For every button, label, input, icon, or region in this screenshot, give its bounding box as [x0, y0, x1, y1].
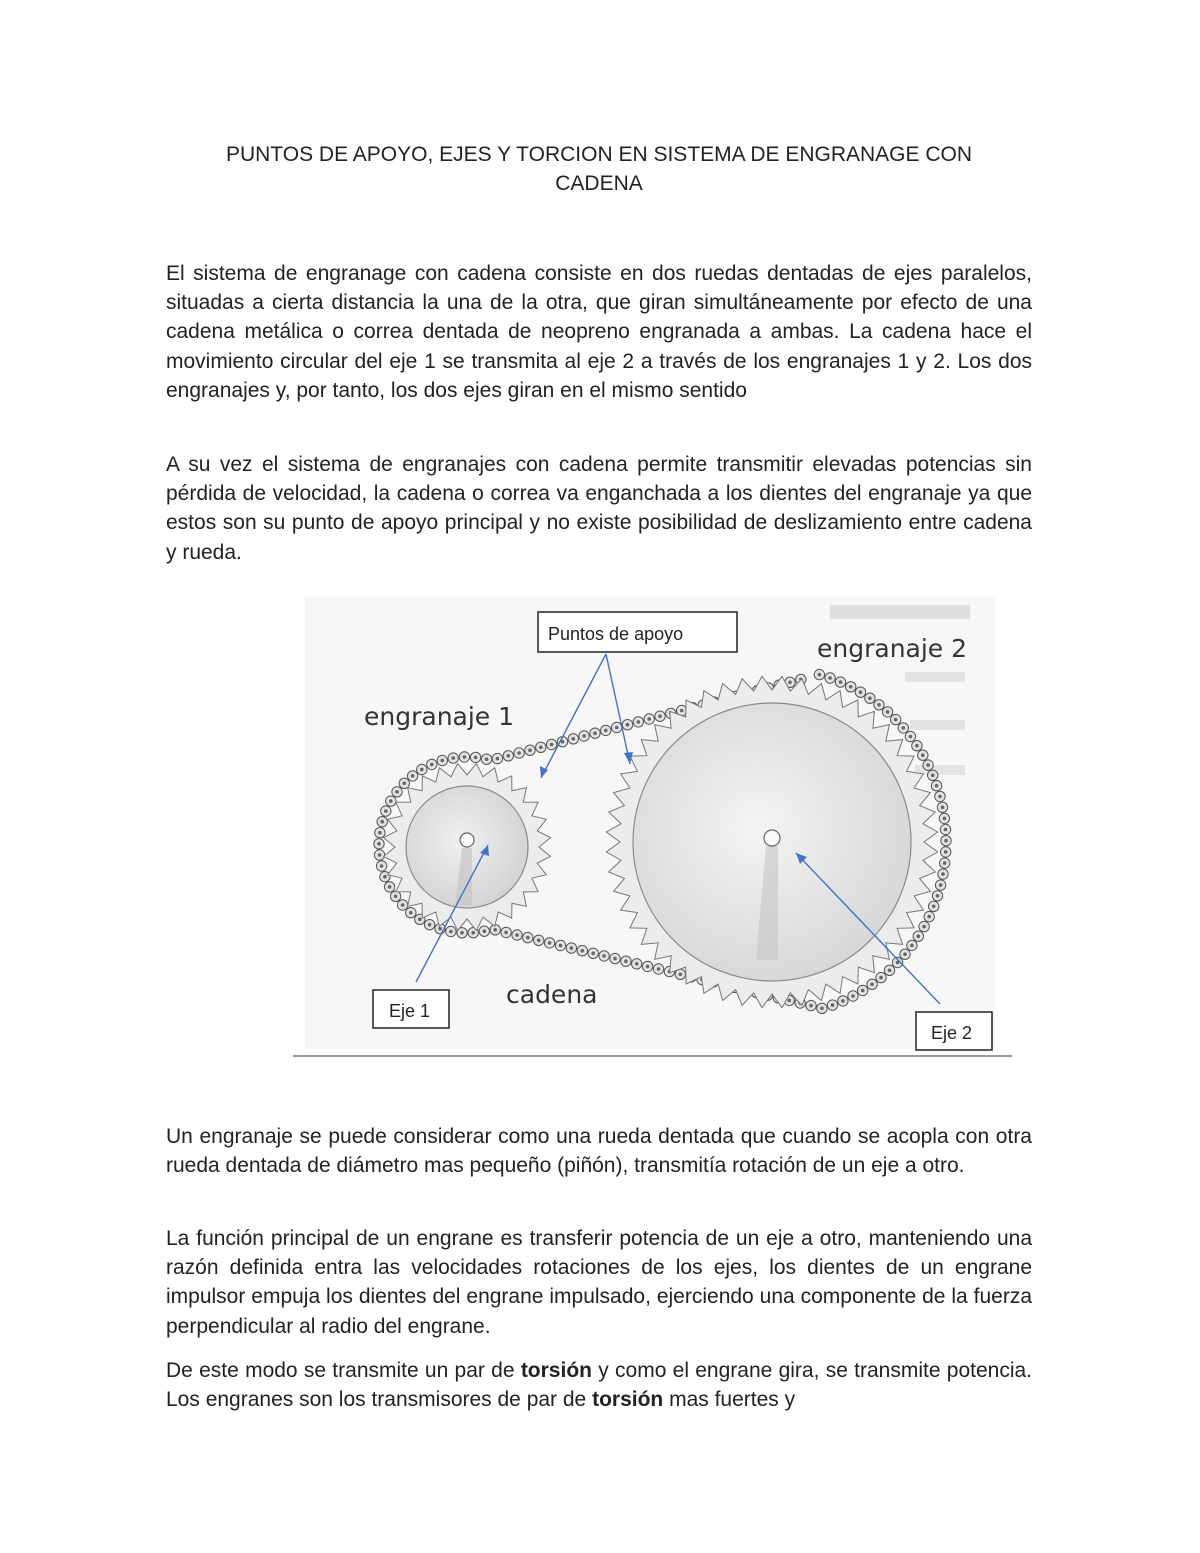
chain-pin	[380, 820, 384, 824]
chain-pin	[471, 931, 475, 935]
label-cadena: cadena	[506, 980, 598, 1009]
chain-pin	[941, 806, 945, 810]
chain-pin	[944, 828, 948, 832]
chain-pin	[507, 754, 511, 758]
p5-part-1: De este modo se transmite un par de	[166, 1359, 521, 1382]
chain-pin	[395, 790, 399, 794]
chain-pin	[922, 925, 926, 929]
chain-pin	[515, 933, 519, 937]
chain-pin	[604, 729, 608, 733]
chain-pin	[537, 939, 541, 943]
chain-pin	[943, 861, 947, 865]
chain-pin	[910, 944, 914, 948]
chain-pin	[902, 726, 906, 730]
chain-pin	[384, 809, 388, 813]
paragraph-1: El sistema de engranage con cadena consiste en dos ruedas dentadas de ejes paralelos, situadas a cierta distancia la una de la otra, que giran simultáneamente por efecto de una cadena metálica o correa dentada de neopreno engranada a ambas. La cadena hace el movimiento circular del eje 1 se transmita al eje 2 a través de los engranajes 1 y 2. Los dos engranajes y, por tanto, los dos ejes giran en el mismo sentido	[166, 262, 1032, 402]
chain-pin	[582, 734, 586, 738]
chain-pin	[886, 710, 890, 714]
chain-pin	[935, 784, 939, 788]
chain-pin	[378, 853, 382, 857]
chain-pin	[593, 731, 597, 735]
chain-pin	[504, 931, 508, 935]
chain-pin	[409, 911, 413, 915]
chain-pin	[418, 918, 422, 922]
chain-pin	[909, 735, 913, 739]
chain-pin	[420, 768, 424, 772]
shaft-2	[764, 830, 780, 846]
chain-pin	[378, 831, 382, 835]
chain-pin	[394, 895, 398, 899]
callout-puntos-text: Puntos de apoyo	[548, 624, 684, 644]
chain-pin	[483, 929, 487, 933]
paragraph-2: A su vez el sistema de engranajes con cadena permite transmitir elevadas potencias sin pérdida de velocidad, la cadena o correa va enganchada a los dientes del engranaje ya que estos son su punto de apoyo principal y no existe posibilidad de deslizamiento entre cadena y rueda.	[166, 453, 1032, 564]
chain-pin	[493, 928, 497, 932]
chain-pin	[658, 714, 662, 718]
chain-pin	[944, 850, 948, 854]
label-engranaje-1: engranaje 1	[364, 702, 515, 731]
chain-pin	[849, 685, 853, 689]
chain-pin	[820, 1007, 824, 1011]
chain-pin	[485, 757, 489, 761]
chain-pin	[637, 720, 641, 724]
chain-pin	[438, 927, 442, 931]
chain-pin	[903, 952, 907, 956]
chain-pin	[613, 957, 617, 961]
chain-pin	[377, 842, 381, 846]
chain-pin	[463, 755, 467, 759]
chain-pin	[679, 973, 683, 977]
chain-pin	[626, 723, 630, 727]
label-engranaje-2: engranaje 2	[817, 634, 968, 663]
chain-pin	[526, 936, 530, 940]
chain-pin	[570, 946, 574, 950]
chain-pin	[474, 756, 478, 760]
chain-pin	[927, 915, 931, 919]
chain-pin	[931, 774, 935, 778]
chain-pin	[401, 903, 405, 907]
chain-pin	[528, 748, 532, 752]
chain-pin	[851, 994, 855, 998]
p5-bold-torsion-2: torsión	[592, 1388, 664, 1412]
chain-pin	[841, 999, 845, 1003]
chain-pin	[496, 757, 500, 761]
chain-pin	[460, 931, 464, 935]
callout-puntos-de-apoyo	[538, 612, 737, 652]
chain-pin	[411, 774, 415, 778]
chain-pin	[572, 737, 576, 741]
chain-pin	[936, 894, 940, 898]
chain-pin	[449, 930, 453, 934]
chain-pin	[624, 959, 628, 963]
chain-pin	[941, 872, 945, 876]
chain-pin	[591, 952, 595, 956]
chain-pin	[828, 676, 832, 680]
chain-pin	[380, 864, 384, 868]
chain-pin	[787, 999, 791, 1003]
chain-pin	[441, 759, 445, 763]
chain-pin	[430, 763, 434, 767]
chain-pin	[926, 763, 930, 767]
chain-pin	[809, 1004, 813, 1008]
callout-eje-1	[373, 990, 449, 1028]
title-line-2: CADENA	[555, 172, 643, 195]
chain-pin	[615, 726, 619, 730]
chain-pin	[635, 962, 639, 966]
chain-pin	[550, 743, 554, 747]
callout-eje-2-text: Eje 2	[931, 1023, 973, 1043]
chain-pin	[939, 883, 943, 887]
chain-pin	[680, 709, 684, 713]
chain-pin	[868, 696, 872, 700]
chain-pin	[943, 817, 947, 821]
callout-eje-1-text: Eje 1	[389, 1001, 431, 1021]
chain-pin	[428, 923, 432, 927]
chain-pin	[383, 875, 387, 879]
chain-pin	[894, 718, 898, 722]
chain-pin	[921, 753, 925, 757]
title-line-1: PUNTOS DE APOYO, EJES Y TORCION EN SISTEMA DE ENGRANAGE CON	[225, 143, 973, 166]
chain-pin	[831, 1003, 835, 1007]
chain-pin	[548, 941, 552, 945]
chain-pin	[559, 944, 563, 948]
chain-pin	[888, 969, 892, 973]
callout-eje-2	[916, 1012, 992, 1050]
p5-part-2: y como el engrane gira, se transmite potencia. Los engranes son los transmisores de par de	[166, 1359, 1032, 1412]
shaft-1	[460, 833, 474, 847]
chain-pin	[646, 965, 650, 969]
chain-pin	[388, 885, 392, 889]
paragraph-3: Un engranaje se puede considerar como una rueda dentada que cuando se acopla con otra rueda dentada de diámetro mas pequeño (piñón), transmitía rotación de un eje a otro.	[166, 1125, 1032, 1178]
chain-pin	[915, 744, 919, 748]
chain-pin	[602, 954, 606, 958]
paragraph-4: La función principal de un engrane es transferir potencia de un eje a otro, manteniendo una razón definida entra las velocidades rotaciones de los ejes, los dientes de un engrane impulsor empuja los dientes del engrane impulsado, ejerciendo una componente de la fuerza perpendicular al radio del engrane.	[166, 1227, 1032, 1338]
chain-pin	[944, 839, 948, 843]
p5-part-3: mas fuertes y	[663, 1388, 796, 1412]
p5-bold-torsion-1: torsión	[520, 1359, 592, 1382]
chain-pin	[861, 989, 865, 993]
paragraph-5	[166, 1356, 1032, 1414]
chain-pin	[917, 934, 921, 938]
chain-pin	[877, 703, 881, 707]
chain-pin	[647, 717, 651, 721]
chain-pin	[539, 746, 543, 750]
chain-pin	[389, 799, 393, 803]
chain-pin	[818, 673, 822, 677]
chain-pin	[451, 756, 455, 760]
chain-pin	[788, 681, 792, 685]
chain-pin	[839, 680, 843, 684]
chain-pin	[879, 976, 883, 980]
chain-pin	[657, 967, 661, 971]
chain-pin	[403, 782, 407, 786]
chain-pin	[870, 983, 874, 987]
chain-pin	[517, 751, 521, 755]
chain-pin	[932, 905, 936, 909]
chain-pin	[859, 690, 863, 694]
chain-pin	[581, 949, 585, 953]
chain-pin	[938, 795, 942, 799]
